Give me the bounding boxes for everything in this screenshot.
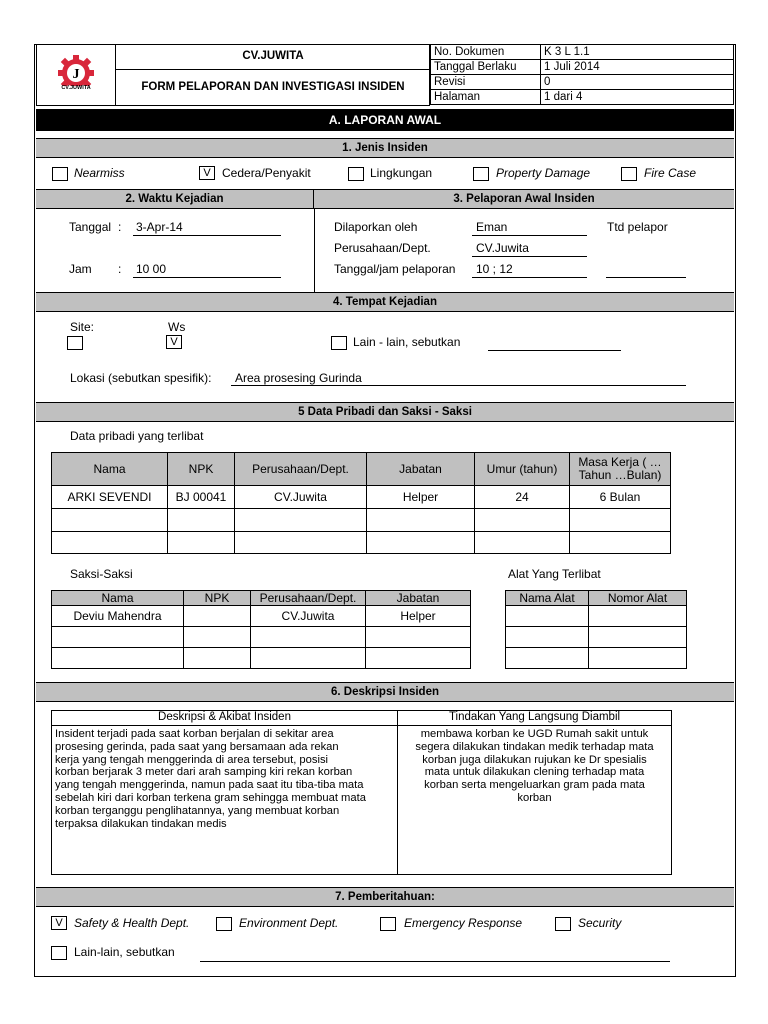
- ttd-underline: [606, 277, 686, 278]
- header-divider: [115, 69, 430, 70]
- ws-label: Ws: [168, 320, 186, 334]
- environment-label: Environment Dept.: [239, 916, 339, 930]
- property-damage-checkbox[interactable]: [473, 167, 489, 181]
- perusahaan-value[interactable]: CV.Juwita: [476, 241, 529, 255]
- table-cell[interactable]: Helper: [367, 486, 475, 509]
- table-cell[interactable]: [52, 627, 184, 648]
- data-pribadi-title: 5 Data Pribadi dan Saksi - Saksi: [36, 402, 734, 422]
- dilaporkan-underline: [472, 235, 587, 236]
- lain-lain-sebutkan-checkbox[interactable]: [51, 946, 67, 960]
- table-cell[interactable]: 24: [475, 486, 570, 509]
- nearmiss-checkbox[interactable]: [52, 167, 68, 181]
- lingkungan-label: Lingkungan: [370, 166, 433, 180]
- jam-value[interactable]: 10 00: [136, 262, 167, 276]
- table-cell[interactable]: [570, 509, 671, 532]
- lain-lain-sebutkan-underline[interactable]: [200, 961, 670, 962]
- table-row: [506, 648, 687, 669]
- info-label: Tanggal Berlaku: [431, 60, 541, 75]
- tempat-kejadian-title: 4. Tempat Kejadian: [36, 292, 734, 312]
- info-value: 1 dari 4: [541, 90, 734, 105]
- lingkungan-checkbox[interactable]: [348, 167, 364, 181]
- emergency-response-label: Emergency Response: [404, 916, 523, 930]
- info-value: 1 Juli 2014: [541, 60, 734, 75]
- tanggal-label: Tanggal: [69, 220, 112, 234]
- column-header: Umur (tahun): [475, 453, 570, 486]
- emergency-response-checkbox[interactable]: [380, 917, 396, 931]
- pelaporan-awal-title: 3. Pelaporan Awal Insiden: [314, 189, 734, 209]
- tanggal-value[interactable]: 3-Apr-14: [136, 220, 183, 234]
- cedera-checkbox[interactable]: V: [199, 166, 215, 180]
- table-cell[interactable]: [506, 627, 589, 648]
- table-cell[interactable]: [184, 606, 251, 627]
- ws-checkbox[interactable]: V: [166, 335, 182, 349]
- lain-lain-underline[interactable]: [488, 350, 621, 351]
- table-cell[interactable]: [251, 627, 366, 648]
- site-checkbox[interactable]: [67, 336, 83, 350]
- column-header: Perusahaan/Dept.: [235, 453, 367, 486]
- perusahaan-underline: [472, 256, 587, 257]
- lokasi-value[interactable]: Area prosesing Gurinda: [235, 371, 362, 385]
- info-value: K 3 L 1.1: [541, 45, 734, 60]
- lain-lain-sebutkan-label: Lain-lain, sebutkan: [74, 945, 175, 959]
- jam-underline: [133, 277, 281, 278]
- tanggal-underline: [133, 235, 281, 236]
- fire-case-label: Fire Case: [644, 166, 697, 180]
- alat-table: [505, 590, 687, 669]
- table-cell[interactable]: [235, 509, 367, 532]
- section-a-title: A. LAPORAN AWAL: [36, 109, 734, 131]
- security-label: Security: [578, 916, 622, 930]
- table-cell[interactable]: [184, 648, 251, 669]
- column-header: NPK: [184, 591, 251, 606]
- table-row: [52, 648, 471, 669]
- jam-label: Jam: [69, 262, 92, 276]
- table-cell[interactable]: [52, 509, 168, 532]
- column-header: Jabatan: [367, 453, 475, 486]
- perusahaan-label: Perusahaan/Dept.: [334, 241, 431, 255]
- table-cell[interactable]: BJ 00041: [168, 486, 235, 509]
- waktu-kejadian-title: 2. Waktu Kejadian: [36, 189, 314, 209]
- deskripsi-title: 6. Deskripsi Insiden: [36, 682, 734, 702]
- table-cell[interactable]: [168, 509, 235, 532]
- table-cell[interactable]: [52, 648, 184, 669]
- lain-lain-checkbox[interactable]: [331, 336, 347, 350]
- table-cell[interactable]: [52, 532, 168, 554]
- deskripsi-col1-header: Deskripsi & Akibat Insiden: [158, 711, 291, 723]
- column-header: Perusahaan/Dept.: [251, 591, 366, 606]
- table-cell[interactable]: [366, 627, 471, 648]
- tanggal-colon: :: [118, 220, 122, 234]
- company-logo: [42, 53, 110, 95]
- svg-text:J: J: [72, 67, 80, 82]
- environment-checkbox[interactable]: [216, 917, 232, 931]
- jam-colon: :: [118, 262, 122, 276]
- property-damage-label: Property Damage: [496, 166, 591, 180]
- ttd-label: Ttd pelapor: [607, 220, 668, 234]
- table-cell[interactable]: [251, 648, 366, 669]
- data-pribadi-table: [51, 452, 671, 554]
- fire-case-checkbox[interactable]: [621, 167, 637, 181]
- table-cell[interactable]: Helper: [366, 606, 471, 627]
- saksi-table: [51, 590, 471, 669]
- column-header: Masa Kerja ( …Tahun …Bulan): [570, 453, 671, 486]
- table-cell[interactable]: [184, 627, 251, 648]
- column-header: Jabatan: [366, 591, 471, 606]
- deskripsi-col2-header: Tindakan Yang Langsung Diambil: [448, 711, 621, 723]
- table-cell[interactable]: [506, 606, 589, 627]
- column-header: Nomor Alat: [589, 591, 687, 606]
- table-cell[interactable]: [235, 532, 367, 554]
- table-cell[interactable]: [366, 648, 471, 669]
- info-label: Revisi: [431, 75, 541, 90]
- table-cell[interactable]: 6 Bulan: [570, 486, 671, 509]
- site-label: Site:: [70, 320, 95, 334]
- info-value: 0: [541, 75, 734, 90]
- lokasi-underline: [231, 385, 686, 386]
- pemberitahuan-title: 7. Pemberitahuan:: [36, 887, 734, 907]
- dilaporkan-value[interactable]: Eman: [476, 220, 508, 234]
- deskripsi-header-line: [51, 725, 672, 726]
- table-row: [52, 509, 671, 532]
- tanggal-jam-label: Tanggal/jam pelaporan: [334, 262, 456, 276]
- table-cell[interactable]: [367, 509, 475, 532]
- table-cell[interactable]: CV.Juwita: [251, 606, 366, 627]
- table-cell[interactable]: [475, 509, 570, 532]
- safety-health-checkbox[interactable]: V: [51, 916, 67, 930]
- table-cell[interactable]: [367, 532, 475, 554]
- data-pribadi-subtitle: Data pribadi yang terlibat: [70, 429, 204, 443]
- tanggal-jam-value[interactable]: 10 ; 12: [476, 262, 513, 276]
- alat-subtitle: Alat Yang Terlibat: [508, 567, 601, 581]
- column-header: Nama: [52, 453, 168, 486]
- cedera-label: Cedera/Penyakit: [222, 166, 311, 180]
- table-cell[interactable]: [589, 627, 687, 648]
- document-info-table: [430, 44, 734, 105]
- column-header: Nama Alat: [506, 591, 589, 606]
- table-row: [52, 606, 471, 627]
- table-cell[interactable]: Deviu Mahendra: [52, 606, 184, 627]
- security-checkbox[interactable]: [555, 917, 571, 931]
- company-name: CV.JUWITA: [242, 50, 304, 62]
- logo-text: CV.JUWITA: [61, 85, 91, 91]
- table-cell[interactable]: ARKI SEVENDI: [52, 486, 168, 509]
- column-divider: [314, 209, 315, 292]
- info-label: Halaman: [431, 90, 541, 105]
- deskripsi-akibat-text[interactable]: Insident terjadi pada saat korban berjalan di sekitar area prosesing gerinda, pada saat yang bersamaan ada rekan kerja yang tengah menggerinda di area tersebut, posisi korban berjarak 3 meter dari arah samping kiri rekan korban yang tengah menggerinda, namun pada saat itu tiba-tiba mata sebelah kiri dari korban terkena gram sehingga membuat mata korban terganggu penglihatannya, yang membuat korban terpaksa dilakukan tindakan medis: [55, 728, 366, 830]
- table-cell[interactable]: CV.Juwita: [235, 486, 367, 509]
- info-label: No. Dokumen: [431, 45, 541, 60]
- table-cell[interactable]: [506, 648, 589, 669]
- table-cell[interactable]: [570, 532, 671, 554]
- table-row: [52, 532, 671, 554]
- safety-health-label: Safety & Health Dept.: [74, 916, 190, 930]
- table-cell[interactable]: [589, 606, 687, 627]
- tanggal-jam-underline: [472, 277, 587, 278]
- dilaporkan-label: Dilaporkan oleh: [334, 220, 418, 234]
- form-title: FORM PELAPORAN DAN INVESTIGASI INSIDEN: [141, 81, 405, 93]
- jenis-insiden-title: 1. Jenis Insiden: [36, 138, 734, 158]
- table-row: [506, 606, 687, 627]
- lokasi-label: Lokasi (sebutkan spesifik):: [70, 371, 212, 385]
- table-row: [52, 486, 671, 509]
- table-cell[interactable]: [168, 532, 235, 554]
- column-header: Nama: [52, 591, 184, 606]
- table-cell[interactable]: [589, 648, 687, 669]
- column-header: NPK: [168, 453, 235, 486]
- table-row: [506, 627, 687, 648]
- table-cell[interactable]: [475, 532, 570, 554]
- lain-lain-label: Lain - lain, sebutkan: [353, 335, 461, 349]
- saksi-subtitle: Saksi-Saksi: [70, 567, 133, 581]
- nearmiss-label: Nearmiss: [74, 166, 125, 180]
- tindakan-text[interactable]: membawa korban ke UGD Rumah sakit untuk segera dilakukan tindakan medik terhadap mata korban juga dilakukan rujukan ke Dr spesialis mata untuk dilakukan clening terhadap mata korban serta mengeluarkan gram pada mata korban: [415, 728, 654, 804]
- table-row: [52, 627, 471, 648]
